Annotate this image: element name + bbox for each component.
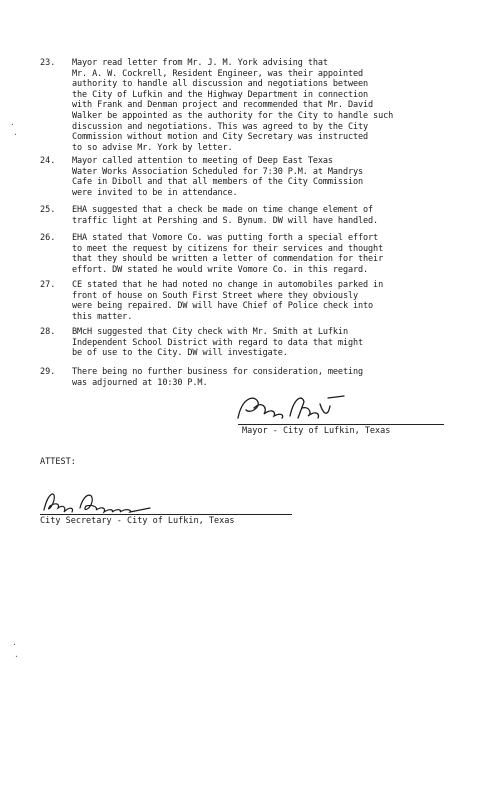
item-text: There being no further business for consideration, meeting was adjourned at 10:30 P.M. [72, 367, 364, 388]
mayor-signature [232, 388, 352, 428]
item-number: 27. [40, 280, 56, 290]
margin-speck: · [13, 130, 18, 139]
item-number: 25. [40, 205, 56, 215]
item-number: 23. [40, 58, 56, 68]
secretary-caption: City Secretary - City of Lufkin, Texas [40, 516, 235, 526]
item-number: 26. [40, 233, 56, 243]
mayor-caption: Mayor - City of Lufkin, Texas [242, 426, 391, 436]
mayor-signature-line [238, 424, 444, 425]
margin-speck: · [10, 120, 15, 129]
item-text: EHA suggested that a check be made on time change element of traffic light at Pershing and S. Bynum. DW will have handled. [72, 205, 379, 226]
margin-speck: · [14, 652, 19, 661]
item-text: Mayor read letter from Mr. J. M. York advising that Mr. A. W. Cockrell, Resident Engineer, was their appointed authority to handle all discussion and negotiations between the City of Lufkin and the Highway Department in connection with Frank and Denman project and recommended that Mr. David Walker be appointed as the authority for the City to handle such discussion and negotiations. This was agreed to by the City Commission without motion and City Secretary was instructed to so advise Mr. York by letter. [72, 58, 394, 153]
secretary-signature-line [40, 514, 292, 515]
item-text: CE stated that he had noted no change in automobiles parked in front of house on South First Street where they obviously were being repaired. DW will have Chief of Police check into this matter. [72, 280, 384, 322]
item-number: 28. [40, 327, 56, 337]
margin-speck: · [12, 640, 17, 649]
attest-label: ATTEST: [40, 457, 76, 467]
item-text: EHA stated that Vomore Co. was putting forth a special effort to meet the request by citizens for their services and thought that they should be written a letter of commendation for their effort. DW stated he would write Vomore Co. in this regard. [72, 233, 384, 275]
item-text: Mayor called attention to meeting of Deep East Texas Water Works Association Scheduled for 7:30 P.M. at Mandrys Cafe in Diboll and that all members of the City Commission were invited to be in attendance. [72, 156, 364, 198]
item-text: BMcH suggested that City check with Mr. Smith at Lufkin Independent School District with regard to data that might be of use to the City. DW will investigate. [72, 327, 364, 359]
item-number: 24. [40, 156, 56, 166]
item-number: 29. [40, 367, 56, 377]
